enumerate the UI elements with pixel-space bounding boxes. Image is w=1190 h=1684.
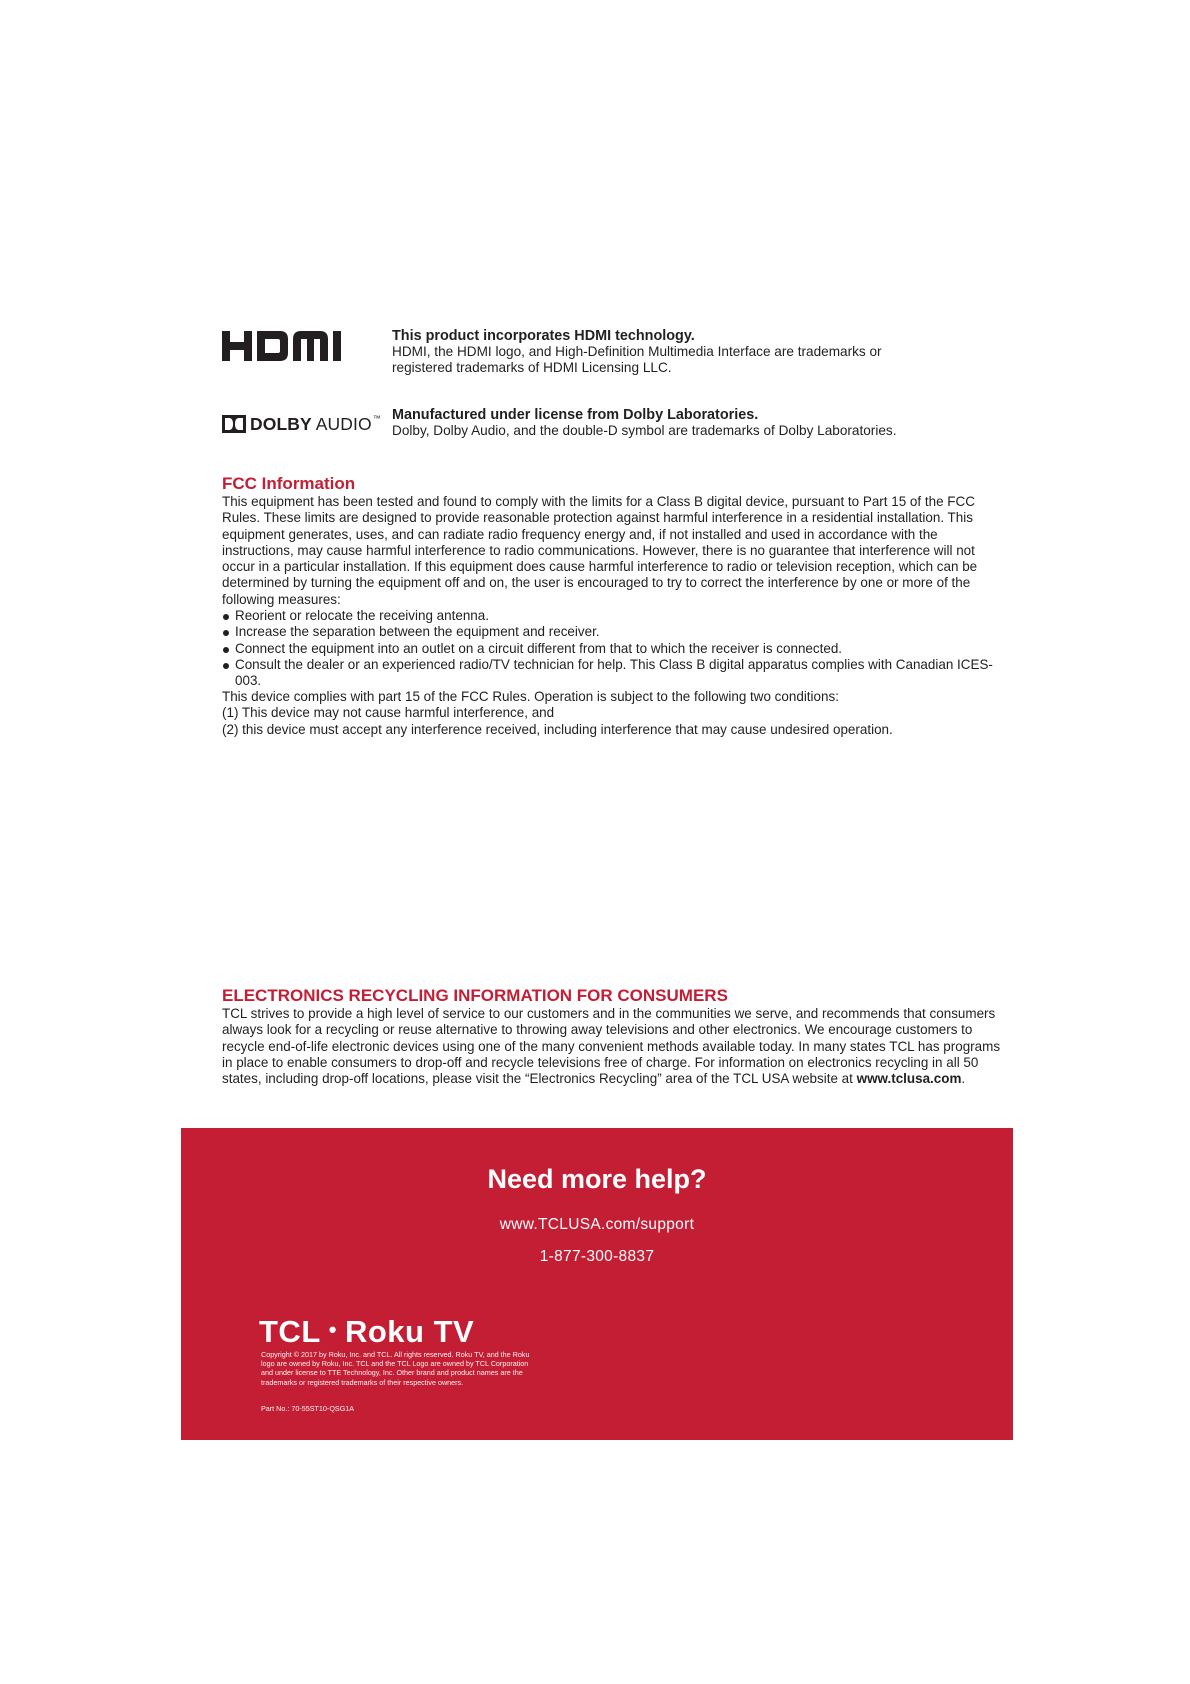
hdmi-logo-mark	[222, 331, 366, 361]
dolby-body: Dolby, Dolby Audio, and the double-D symbol are trademarks of Dolby Laboratories.	[392, 423, 897, 438]
part-number: Part No.: 70-55ST10-QSG1A	[261, 1404, 355, 1413]
recycling-end-punct: .	[961, 1071, 966, 1087]
copyright-notice: Copyright © 2017 by Roku, Inc. and TCL. All rights reserved. Roku TV, and the Roku logo are owned by Roku, Inc. TCL and the TCL Logo are owned by TCL Corporation and under license to TTE Technology, Inc. Other brand and product names are the trademarks or registered trademarks of their respective owners.	[261, 1350, 530, 1387]
dolby-logo-tm: ™	[372, 413, 381, 423]
help-title: Need more help?	[487, 1164, 707, 1194]
dolby-logo-bold: DOLBY	[250, 413, 312, 434]
support-phone: 1-877-300-8837	[539, 1248, 655, 1265]
recycling-title: ELECTRONICS RECYCLING INFORMATION FOR CONSUMERS	[222, 986, 728, 1005]
list-item: Increase the separation between the equipment and receiver.	[222, 624, 1002, 640]
help-panel	[181, 1128, 1013, 1440]
recycling-body	[222, 1006, 1002, 1087]
fcc-measures-list	[222, 608, 1002, 689]
fcc-condition-2: (2) this device must accept any interference received, including interference that may cause undesired operation.	[222, 721, 893, 737]
recycling-text: TCL strives to provide a high level of service to our customers and in the communities we serve, and recommends that consumers always look for a recycling or reuse alternative to throwing away televisions and other electronics. We encourage customers to recycle end-of-life electronic devices using one of the many convenient methods available today. In many states TCL has programs in place to enable consumers to drop-off and recycle televisions free of charge. For information on electronics recycling in all 50 states, including drop-off locations, please visit the “Electronics Recycling” area of the TCL USA website at	[222, 1006, 1001, 1087]
hdmi-trademark-notice	[392, 328, 912, 376]
brand-tcl: TCL	[259, 1314, 321, 1349]
dolby-logo-text	[250, 414, 381, 435]
fcc-condition-1: (1) This device may not cause harmful interference, and	[222, 705, 555, 721]
brand-dot: •	[328, 1317, 337, 1342]
list-item: Reorient or relocate the receiving antenna.	[222, 608, 1002, 624]
dolby-heading: Manufactured under license from Dolby Laboratories.	[392, 407, 759, 423]
dolby-double-d-icon	[222, 415, 246, 433]
dolby-audio-logo	[222, 414, 381, 434]
fcc-title: FCC Information	[222, 474, 356, 493]
brand-roku-tv: Roku TV	[344, 1314, 475, 1349]
dolby-trademark-notice	[392, 407, 1012, 439]
fcc-intro: This equipment has been tested and found to comply with the limits for a Class B digital device, pursuant to Part 15 of the FCC Rules. These limits are designed to provide reasonable protection against harmful interference in a residential installation. This equipment generates, uses, and can radiate radio frequency energy and, if not installed and used in accordance with the instructions, may cause harmful interference to radio communications. However, there is no guarantee that interference will not occur in a particular installation. If this equipment does cause harmful interference to radio or television reception, which can be determined by turning the equipment off and on, the user is encouraged to try to correct the interference by one or more of the following measures:	[222, 494, 978, 607]
list-item: Connect the equipment into an outlet on a circuit different from that to which the receiver is connected.	[222, 641, 1002, 657]
fcc-compliance	[222, 689, 1002, 738]
support-url-link[interactable]: www.TCLUSA.com/support	[499, 1216, 695, 1233]
tcl-roku-tv-logo	[259, 1314, 474, 1350]
hdmi-heading: This product incorporates HDMI technology.	[392, 328, 695, 344]
dolby-logo-light: AUDIO	[315, 413, 372, 434]
fcc-compliance-statement: This device complies with part 15 of the FCC Rules. Operation is subject to the following two conditions:	[222, 689, 839, 704]
recycling-website-link[interactable]: www.tclusa.com	[856, 1071, 962, 1087]
hdmi-body: HDMI, the HDMI logo, and High-Definition Multimedia Interface are trademarks or registered trademarks of HDMI Licensing LLC.	[392, 344, 882, 375]
hdmi-logo	[222, 331, 366, 361]
list-item: Consult the dealer or an experienced radio/TV technician for help. This Class B digital apparatus complies with Canadian ICES-003.	[222, 657, 1002, 690]
